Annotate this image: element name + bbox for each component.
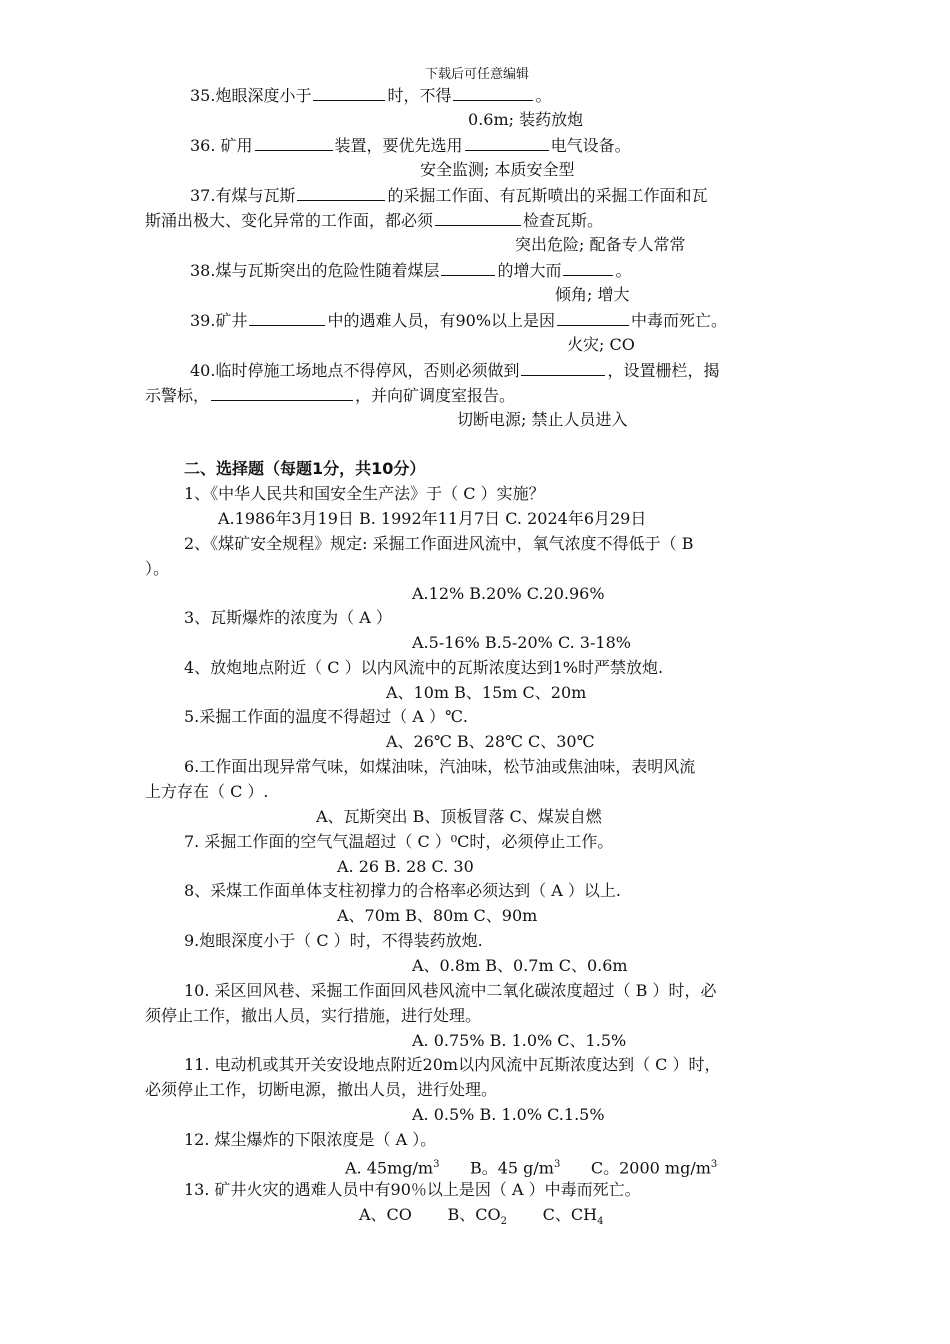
- question-40-line2: [145, 384, 515, 407]
- superscript: 3: [433, 1159, 440, 1170]
- question-37: [190, 184, 707, 207]
- blank: [453, 84, 533, 101]
- choice-q6-line2: 上方存在（ C ）.: [145, 782, 269, 801]
- q13-option-b: B、CO: [447, 1205, 501, 1224]
- q12-option-a: A. 45mg/m: [345, 1158, 434, 1178]
- choice-q1-options: A.1986年3月19日 B. 1992年11月7日 C. 2024年6月29日: [218, 509, 647, 528]
- q40-line2-b: ，并向矿调度室报告。: [355, 386, 516, 405]
- choice-q9: 9.炮眼深度小于（ C ）时，不得装药放炮.: [184, 931, 483, 950]
- choice-q7-options: A. 26 B. 28 C. 30: [337, 857, 474, 876]
- q13-option-a: A、CO: [359, 1205, 412, 1224]
- choice-q11: 11. 电动机或其开关安设地点附近20m以内风流中瓦斯浓度达到（ C ）时，: [184, 1055, 721, 1074]
- choice-q10-line2: 须停止工作，撤出人员，实行措施，进行处理。: [145, 1006, 482, 1025]
- choice-q3-options: A.5-16% B.5-20% C. 3-18%: [412, 633, 631, 652]
- q35-text-a: 35.炮眼深度小于: [190, 86, 312, 105]
- blank: [297, 184, 385, 201]
- header-note: 下载后可任意编辑: [425, 67, 530, 82]
- q40-text-b: ，设置栅栏，揭: [607, 361, 720, 380]
- question-38: [190, 259, 631, 282]
- q36-text-b: 装置，要优先选用: [334, 136, 463, 155]
- choice-q2-options: A.12% B.20% C.20.96%: [412, 584, 605, 603]
- section-2-title: 二、选择题（每题1分，共10分）: [184, 459, 426, 478]
- choice-q2-line2: ）。: [145, 559, 170, 578]
- choice-q4-options: A、10m B、15m C、20m: [386, 683, 587, 702]
- q12-option-b: B。45 g/m: [469, 1158, 554, 1178]
- blank: [557, 309, 629, 326]
- q36-text-c: 电气设备。: [550, 136, 631, 155]
- choice-q9-options: A、0.8m B、0.7m C、0.6m: [412, 956, 628, 975]
- choice-q8: 8、采煤工作面单体支柱初撑力的合格率必须达到（ A ）以上.: [184, 881, 621, 900]
- q37-line2-a: 斯涌出极大、变化异常的工作面，都必须: [145, 211, 434, 230]
- blank: [563, 259, 613, 276]
- choice-q3: 3、瓦斯爆炸的浓度为（ A ）: [184, 608, 392, 627]
- choice-q12: 12. 煤尘爆炸的下限浓度是（ A ）。: [184, 1130, 437, 1149]
- q35-text-b: 时，不得: [387, 86, 452, 105]
- q38-text-a: 38.煤与瓦斯突出的危险性随着煤层: [190, 261, 440, 280]
- choice-q5: 5.采掘工作面的温度不得超过（ A ）℃.: [184, 707, 468, 726]
- q39-text-a: 39.矿井: [190, 311, 248, 330]
- choice-q10: 10. 采区回风巷、采掘工作面回风巷风流中二氧化碳浓度超过（ B ）时，必: [184, 981, 717, 1000]
- choice-q1: 1、《中华人民共和国安全生产法》于（ C ）实施？: [184, 484, 545, 503]
- choice-q11-line2: 必须停止工作，切断电源，撤出人员，进行处理。: [145, 1080, 498, 1099]
- q12-option-c: C。2000 mg/m: [590, 1158, 711, 1178]
- choice-q10-options: A. 0.75% B. 1.0% C、1.5%: [412, 1031, 627, 1050]
- choice-q4: 4、放炮地点附近（ C ）以内风流中的瓦斯浓度达到1%时严禁放炮.: [184, 658, 664, 677]
- answer-35: 0.6m; 装药放炮: [468, 110, 584, 129]
- blank: [211, 384, 353, 401]
- choice-q5-options: A、26℃ B、28℃ C、30℃: [386, 732, 595, 751]
- answer-40: 切断电源; 禁止人员进入: [457, 410, 628, 429]
- choice-q12-options: [345, 1154, 717, 1179]
- q39-text-c: 中毒而死亡。: [631, 311, 728, 330]
- blank: [465, 134, 549, 151]
- q40-line2-a: 示警标，: [145, 386, 210, 405]
- blank: [313, 84, 385, 101]
- question-36: [190, 134, 631, 157]
- q39-text-b: 中的遇难人员，有90%以上是因: [327, 311, 556, 330]
- question-35: [190, 84, 551, 107]
- choice-q13-options: [359, 1204, 603, 1233]
- q40-text-a: 40.临时停施工场地点不得停风，否则必须做到: [190, 361, 520, 380]
- superscript: 3: [553, 1159, 561, 1170]
- question-37-line2: [145, 209, 603, 232]
- blank: [435, 209, 521, 226]
- answer-37: 突出危险; 配备专人常常: [515, 235, 686, 254]
- choice-q13: 13. 矿井火灾的遇难人员中有90％以上是因（ A ）中毒而死亡。: [184, 1180, 641, 1199]
- blank: [441, 259, 495, 276]
- q38-text-b: 的增大而: [497, 261, 562, 280]
- q36-text-a: 36. 矿用: [190, 136, 253, 155]
- superscript: 3: [710, 1159, 718, 1170]
- q35-text-c: 。: [535, 86, 552, 105]
- q37-text-a: 37.有煤与瓦斯: [190, 186, 296, 205]
- q38-text-c: 。: [615, 261, 632, 280]
- question-39: [190, 309, 727, 332]
- q37-line2-b: 检查瓦斯。: [523, 211, 604, 230]
- choice-q11-options: A. 0.5% B. 1.0% C.1.5%: [412, 1105, 605, 1124]
- blank: [521, 359, 605, 376]
- blank: [249, 309, 325, 326]
- answer-39: 火灾; CO: [567, 335, 635, 354]
- question-40: [190, 359, 719, 382]
- choice-q6: 6.工作面出现异常气味，如煤油味，汽油味，松节油或焦油味，表明风流: [184, 757, 696, 776]
- subscript: 4: [597, 1216, 604, 1228]
- blank: [255, 134, 333, 151]
- q13-option-c: C、CH: [542, 1205, 598, 1224]
- choice-q8-options: A、70m B、80m C、90m: [337, 906, 538, 925]
- choice-q6-options: A、瓦斯突出 B、顶板冒落 C、煤炭自燃: [316, 807, 602, 826]
- q37-text-b: 的采掘工作面、有瓦斯喷出的采掘工作面和瓦: [387, 186, 708, 205]
- subscript: 2: [500, 1216, 508, 1228]
- answer-36: 安全监测; 本质安全型: [420, 160, 575, 179]
- choice-q2: 2、《煤矿安全规程》规定: 采掘工作面进风流中，氧气浓度不得低于（ B: [184, 534, 694, 553]
- choice-q7: 7. 采掘工作面的空气气温超过（ C ）⁰C时，必须停止工作。: [184, 832, 614, 851]
- answer-38: 倾角; 增大: [555, 285, 630, 304]
